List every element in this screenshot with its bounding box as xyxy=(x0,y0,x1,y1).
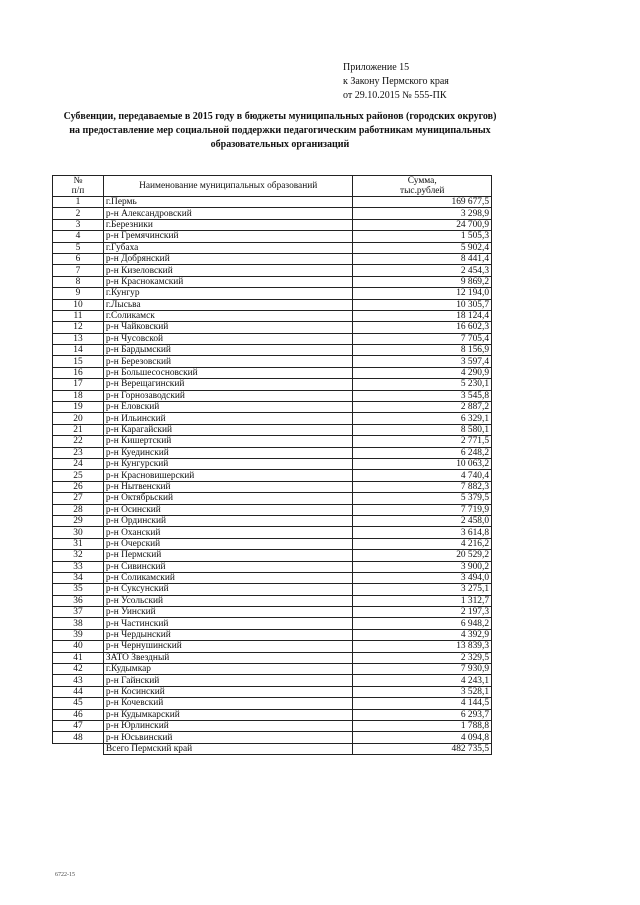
row-name: р-н Кунгурский xyxy=(103,458,353,469)
table-row xyxy=(53,607,492,618)
row-name: г.Березники xyxy=(103,219,353,230)
table-row xyxy=(53,197,492,208)
row-number: 39 xyxy=(53,629,104,640)
row-name: р-н Уинский xyxy=(103,607,353,618)
row-sum: 1 505,3 xyxy=(353,231,492,242)
row-sum: 4 144,5 xyxy=(353,698,492,709)
table-row xyxy=(53,208,492,219)
row-number: 33 xyxy=(53,561,104,572)
table-row xyxy=(53,686,492,697)
table-row xyxy=(53,242,492,253)
total-label: Всего Пермский край xyxy=(103,743,353,754)
row-number: 17 xyxy=(53,379,104,390)
table-row xyxy=(53,584,492,595)
row-sum: 10 305,7 xyxy=(353,299,492,310)
row-sum: 7 705,4 xyxy=(353,333,492,344)
row-number: 26 xyxy=(53,481,104,492)
row-name: р-н Александровский xyxy=(103,208,353,219)
table-row xyxy=(53,333,492,344)
row-sum: 7 719,9 xyxy=(353,504,492,515)
table-row xyxy=(53,265,492,276)
row-name: г.Кунгур xyxy=(103,288,353,299)
row-number: 31 xyxy=(53,538,104,549)
row-sum: 12 194,0 xyxy=(353,288,492,299)
row-number: 13 xyxy=(53,333,104,344)
row-sum: 3 597,4 xyxy=(353,356,492,367)
table-row xyxy=(53,356,492,367)
row-number: 18 xyxy=(53,390,104,401)
table-row xyxy=(53,504,492,515)
table-row xyxy=(53,538,492,549)
header-sum-line2: тыс.рублей xyxy=(400,186,445,196)
row-name: г.Соликамск xyxy=(103,310,353,321)
total-row xyxy=(53,743,492,754)
row-name: р-н Горнозаводский xyxy=(103,390,353,401)
row-sum: 8 441,4 xyxy=(353,253,492,264)
table-row xyxy=(53,424,492,435)
row-name: р-н Гремячинский xyxy=(103,231,353,242)
row-number: 11 xyxy=(53,310,104,321)
row-sum: 2 771,5 xyxy=(353,436,492,447)
row-number: 15 xyxy=(53,356,104,367)
header-number-line1: № xyxy=(73,176,83,186)
table-row xyxy=(53,641,492,652)
row-sum: 4 392,9 xyxy=(353,629,492,640)
row-name: р-н Октябрьский xyxy=(103,493,353,504)
row-number: 25 xyxy=(53,470,104,481)
table-row xyxy=(53,527,492,538)
row-number: 10 xyxy=(53,299,104,310)
row-name: р-н Кудымкарский xyxy=(103,709,353,720)
header-number xyxy=(53,176,104,197)
row-name: р-н Частинский xyxy=(103,618,353,629)
row-sum: 24 700,9 xyxy=(353,219,492,230)
row-number: 4 xyxy=(53,231,104,242)
row-number: 47 xyxy=(53,720,104,731)
row-name: р-н Карагайский xyxy=(103,424,353,435)
table-row xyxy=(53,458,492,469)
row-sum: 4 216,2 xyxy=(353,538,492,549)
row-sum: 7 882,3 xyxy=(353,481,492,492)
row-sum: 1 788,8 xyxy=(353,720,492,731)
table-row xyxy=(53,618,492,629)
header-name: Наименование муниципальных образований xyxy=(103,176,353,197)
table-row xyxy=(53,470,492,481)
row-sum: 3 528,1 xyxy=(353,686,492,697)
table-row xyxy=(53,253,492,264)
table-row xyxy=(53,629,492,640)
row-sum: 4 740,4 xyxy=(353,470,492,481)
row-sum: 1 312,7 xyxy=(353,595,492,606)
row-number: 48 xyxy=(53,732,104,743)
table-row xyxy=(53,515,492,526)
row-name: р-н Чернушинский xyxy=(103,641,353,652)
row-sum: 10 063,2 xyxy=(353,458,492,469)
table-row xyxy=(53,219,492,230)
table-row xyxy=(53,322,492,333)
table-row xyxy=(53,664,492,675)
row-sum: 13 839,3 xyxy=(353,641,492,652)
table-row xyxy=(53,345,492,356)
row-sum: 3 900,2 xyxy=(353,561,492,572)
row-number: 21 xyxy=(53,424,104,435)
header-sum-line1: Сумма, xyxy=(407,176,437,186)
row-number: 27 xyxy=(53,493,104,504)
appendix-date: от 29.10.2015 № 555-ПК xyxy=(343,90,447,101)
row-number: 44 xyxy=(53,686,104,697)
row-number: 34 xyxy=(53,572,104,583)
row-number: 28 xyxy=(53,504,104,515)
table-row xyxy=(53,390,492,401)
row-sum: 4 243,1 xyxy=(353,675,492,686)
row-number: 8 xyxy=(53,276,104,287)
header-sum xyxy=(353,176,492,197)
row-sum: 6 329,1 xyxy=(353,413,492,424)
table-row xyxy=(53,288,492,299)
row-number: 6 xyxy=(53,253,104,264)
row-name: р-н Еловский xyxy=(103,402,353,413)
row-number: 29 xyxy=(53,515,104,526)
table-row xyxy=(53,550,492,561)
appendix-number: Приложение 15 xyxy=(343,62,410,73)
row-sum: 2 329,5 xyxy=(353,652,492,663)
row-sum: 2 197,3 xyxy=(353,607,492,618)
row-name: р-н Гайнский xyxy=(103,675,353,686)
row-sum: 5 230,1 xyxy=(353,379,492,390)
row-name: р-н Юрлинский xyxy=(103,720,353,731)
row-sum: 3 298,9 xyxy=(353,208,492,219)
row-number: 23 xyxy=(53,447,104,458)
row-number: 36 xyxy=(53,595,104,606)
row-name: р-н Ординский xyxy=(103,515,353,526)
row-sum: 4 290,9 xyxy=(353,367,492,378)
table-row xyxy=(53,572,492,583)
row-number: 42 xyxy=(53,664,104,675)
row-sum: 3 275,1 xyxy=(353,584,492,595)
row-name: р-н Краснокамский xyxy=(103,276,353,287)
total-empty-cell xyxy=(53,743,104,754)
row-name: р-н Бардымский xyxy=(103,345,353,356)
table-row xyxy=(53,595,492,606)
table-row xyxy=(53,720,492,731)
table-row xyxy=(53,652,492,663)
row-name: р-н Ильинский xyxy=(103,413,353,424)
row-number: 3 xyxy=(53,219,104,230)
row-sum: 5 902,4 xyxy=(353,242,492,253)
row-number: 38 xyxy=(53,618,104,629)
row-name: р-н Чайковский xyxy=(103,322,353,333)
row-number: 40 xyxy=(53,641,104,652)
table-row xyxy=(53,231,492,242)
row-sum: 169 677,5 xyxy=(353,197,492,208)
row-number: 30 xyxy=(53,527,104,538)
row-name: р-н Кишертский xyxy=(103,436,353,447)
total-sum: 482 735,5 xyxy=(353,743,492,754)
row-name: г.Пермь xyxy=(103,197,353,208)
row-name: ЗАТО Звездный xyxy=(103,652,353,663)
row-name: р-н Куединский xyxy=(103,447,353,458)
row-sum: 2 887,2 xyxy=(353,402,492,413)
row-sum: 8 156,9 xyxy=(353,345,492,356)
row-name: р-н Добрянский xyxy=(103,253,353,264)
row-name: р-н Усольский xyxy=(103,595,353,606)
row-name: р-н Красновишерский xyxy=(103,470,353,481)
row-number: 14 xyxy=(53,345,104,356)
row-name: р-н Пермский xyxy=(103,550,353,561)
row-number: 32 xyxy=(53,550,104,561)
row-sum: 7 930,9 xyxy=(353,664,492,675)
row-name: р-н Кизеловский xyxy=(103,265,353,276)
table-body xyxy=(53,197,492,744)
row-name: р-н Чусовской xyxy=(103,333,353,344)
row-sum: 18 124,4 xyxy=(353,310,492,321)
row-number: 1 xyxy=(53,197,104,208)
table-row xyxy=(53,413,492,424)
row-number: 35 xyxy=(53,584,104,595)
table-row xyxy=(53,447,492,458)
row-name: р-н Юсьвинский xyxy=(103,732,353,743)
row-name: г.Губаха xyxy=(103,242,353,253)
row-sum: 5 379,5 xyxy=(353,493,492,504)
row-sum: 6 948,2 xyxy=(353,618,492,629)
table-row xyxy=(53,379,492,390)
row-number: 43 xyxy=(53,675,104,686)
row-number: 16 xyxy=(53,367,104,378)
row-sum: 2 454,3 xyxy=(353,265,492,276)
subvention-table xyxy=(52,175,492,755)
table-row xyxy=(53,675,492,686)
row-number: 22 xyxy=(53,436,104,447)
appendix-law: к Закону Пермского края xyxy=(343,76,449,87)
table-header-row xyxy=(53,176,492,197)
row-sum: 9 869,2 xyxy=(353,276,492,287)
row-number: 5 xyxy=(53,242,104,253)
table-row xyxy=(53,310,492,321)
appendix-header xyxy=(343,61,449,103)
row-sum: 4 094,8 xyxy=(353,732,492,743)
table-row xyxy=(53,436,492,447)
row-sum: 6 248,2 xyxy=(353,447,492,458)
row-number: 41 xyxy=(53,652,104,663)
document-title: Субвенции, передаваемые в 2015 году в бюджеты муниципальных районов (городских округов) на предоставление мер социальной поддержки педагогическим работникам муниципальных образовательных организаций xyxy=(63,111,497,150)
row-number: 20 xyxy=(53,413,104,424)
table-row xyxy=(53,709,492,720)
table-row xyxy=(53,367,492,378)
row-name: р-н Чердынский xyxy=(103,629,353,640)
row-name: р-н Суксунский xyxy=(103,584,353,595)
row-sum: 6 293,7 xyxy=(353,709,492,720)
footer-code: 6722-15 xyxy=(55,872,75,878)
row-name: р-н Соликамский xyxy=(103,572,353,583)
row-number: 12 xyxy=(53,322,104,333)
row-name: р-н Кочевский xyxy=(103,698,353,709)
row-name: р-н Очерский xyxy=(103,538,353,549)
row-name: р-н Оханский xyxy=(103,527,353,538)
row-name: г.Лысьва xyxy=(103,299,353,310)
row-name: г.Кудымкар xyxy=(103,664,353,675)
row-name: р-н Сивинский xyxy=(103,561,353,572)
table-row xyxy=(53,561,492,572)
row-sum: 2 458,0 xyxy=(353,515,492,526)
row-name: р-н Березовский xyxy=(103,356,353,367)
table-row xyxy=(53,402,492,413)
row-name: р-н Верещагинский xyxy=(103,379,353,390)
row-sum: 16 602,3 xyxy=(353,322,492,333)
table-row xyxy=(53,299,492,310)
row-sum: 3 494,0 xyxy=(353,572,492,583)
row-number: 19 xyxy=(53,402,104,413)
row-number: 9 xyxy=(53,288,104,299)
header-number-line2: п/п xyxy=(71,186,85,196)
row-name: р-н Косинский xyxy=(103,686,353,697)
row-number: 24 xyxy=(53,458,104,469)
table-row xyxy=(53,481,492,492)
row-name: р-н Большесосновский xyxy=(103,367,353,378)
row-name: р-н Нытвенский xyxy=(103,481,353,492)
row-number: 2 xyxy=(53,208,104,219)
table-row xyxy=(53,493,492,504)
row-number: 46 xyxy=(53,709,104,720)
row-number: 37 xyxy=(53,607,104,618)
row-sum: 20 529,2 xyxy=(353,550,492,561)
row-number: 45 xyxy=(53,698,104,709)
table-row xyxy=(53,698,492,709)
row-sum: 8 580,1 xyxy=(353,424,492,435)
table-row xyxy=(53,732,492,743)
row-sum: 3 545,8 xyxy=(353,390,492,401)
row-number: 7 xyxy=(53,265,104,276)
row-sum: 3 614,8 xyxy=(353,527,492,538)
row-name: р-н Осинский xyxy=(103,504,353,515)
table-row xyxy=(53,276,492,287)
